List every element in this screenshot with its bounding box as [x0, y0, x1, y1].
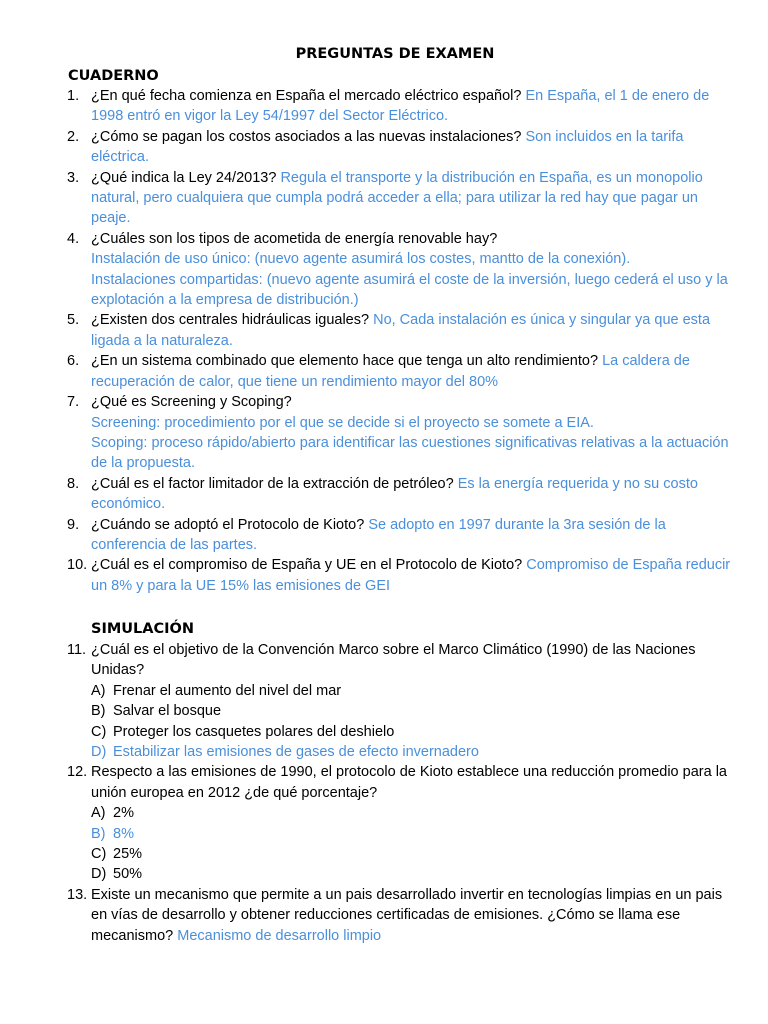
answer-text: En España, el 1 de enero de 1998 entró en vigor la Ley 54/1997 del Sector Eléctrico.: [91, 88, 710, 125]
answer-text: Se adopto en 1997 durante la 3ra sesión de la conferencia de las partes.: [91, 516, 666, 553]
question-text: Existe un mecanismo que permite a un pais desarrollado invertir en tecnologías limpias en un pais en vías de desarrollo y obtener reducciones certificadas de emisiones. ¿Cómo se llama ese mecanismo?: [91, 886, 723, 944]
answer-line: Screening: procedimiento por el que se decide si el proyecto se somete a EIA.: [91, 414, 594, 431]
question-text: ¿Cuáles son los tipos de acometida de energía renovable hay?: [91, 230, 498, 247]
option-letter: C): [91, 723, 107, 740]
answer-line: Scoping: proceso rápido/abierto para identificar las cuestiones significativas relativas a la actuación de la propuesta.: [91, 434, 729, 472]
answer-text: Es la energía requerida y no su costo económico.: [91, 475, 698, 513]
question-9: [0, 515, 768, 556]
option-list: [91, 803, 768, 885]
section-heading-cuaderno: CUADERNO: [68, 68, 159, 84]
option-text: Proteger los casquetes polares del deshielo: [113, 723, 395, 740]
question-number: 8.: [67, 475, 80, 492]
question-10: [0, 555, 768, 596]
question-number: 10.: [67, 557, 88, 574]
question-number: 4.: [67, 230, 80, 247]
question-text: ¿Cuál es el compromiso de España y UE en el Protocolo de Kioto?: [91, 557, 527, 574]
option-b-correct: [91, 824, 768, 844]
option-list: [91, 681, 768, 763]
answer-text: Son incluidos en la tarifa eléctrica.: [91, 128, 684, 166]
option-text: Salvar el bosque: [113, 703, 222, 720]
question-number: 1.: [67, 88, 80, 104]
option-c: [91, 722, 768, 742]
option-text: 8%: [113, 825, 134, 842]
option-letter: B): [91, 703, 106, 720]
option-text: 25%: [113, 846, 143, 863]
question-12: [0, 762, 768, 884]
question-2: [0, 127, 768, 168]
question-number: 6.: [67, 353, 80, 370]
question-7: [0, 392, 768, 474]
question-text: Respecto a las emisiones de 1990, el protocolo de Kioto establece una reducción promedio para la unión europea en 2012 ¿de qué porcentaje?: [91, 764, 727, 801]
question-number: 12.: [67, 764, 88, 781]
option-d: [91, 864, 768, 884]
answer-text: La caldera de recuperación de calor, que tiene un rendimiento mayor del 80%: [91, 353, 690, 390]
question-text: ¿Qué indica la Ley 24/2013?: [91, 169, 281, 186]
answer-line: Instalaciones compartidas: (nuevo agente asumirá el coste de la inversión, luego cederá el uso y la explotación a la empresa de distribución.): [91, 271, 728, 309]
question-1: [0, 86, 768, 127]
option-text: Estabilizar las emisiones de gases de efecto invernadero: [113, 744, 479, 761]
document-title: PREGUNTAS DE EXAMEN: [295, 46, 495, 62]
question-text: ¿Existen dos centrales hidráulicas iguales?: [91, 312, 374, 329]
section-heading-simulacion: SIMULACIÓN: [91, 621, 195, 637]
question-5: [0, 310, 768, 351]
question-13: [0, 885, 768, 946]
answer-text: Mecanismo de desarrollo limpio: [177, 927, 382, 944]
question-list-cuaderno: [0, 86, 768, 596]
answer-text: Regula el transporte y la distribución en España, es un monopolio natural, pero cualquiera que cumpla podrá acceder a ella; para utilizar la red hay que pagar un peaje.: [91, 169, 703, 227]
question-list-simulacion: [0, 640, 768, 946]
question-8: [0, 474, 768, 515]
option-letter: A): [91, 805, 106, 822]
question-text: ¿Cuándo se adoptó el Protocolo de Kioto?: [91, 516, 369, 533]
option-letter: C): [91, 846, 107, 863]
question-text: ¿En qué fecha comienza en España el mercado eléctrico español?: [91, 88, 526, 104]
question-text: ¿Cómo se pagan los costos asociados a las nuevas instalaciones?: [91, 128, 526, 145]
question-number: 13.: [67, 886, 88, 903]
question-number: 7.: [67, 394, 80, 411]
question-4: [0, 229, 768, 311]
question-text: ¿Cuál es el objetivo de la Convención Marco sobre el Marco Climático (1990) de las Naciones Unidas?: [91, 642, 696, 679]
question-text: ¿Cuál es el factor limitador de la extracción de petróleo?: [91, 475, 458, 492]
option-letter: B): [91, 825, 106, 842]
option-letter: D): [91, 866, 107, 883]
answer-line: Instalación de uso único: (nuevo agente asumirá los costes, mantto de la conexión).: [91, 251, 631, 268]
question-number: 5.: [67, 312, 80, 329]
question-11: [0, 640, 768, 762]
option-text: Frenar el aumento del nivel del mar: [113, 682, 342, 699]
question-text: ¿En un sistema combinado que elemento hace que tenga un alto rendimiento?: [91, 353, 603, 370]
option-letter: A): [91, 682, 106, 699]
question-6: [0, 351, 768, 392]
question-number: 11.: [67, 642, 87, 658]
option-a: [91, 681, 768, 701]
option-text: 50%: [113, 866, 143, 883]
option-b: [91, 701, 768, 721]
option-a: [91, 803, 768, 823]
question-number: 2.: [67, 128, 80, 145]
option-text: 2%: [113, 805, 134, 822]
question-3: [0, 168, 768, 229]
option-c: [91, 844, 768, 864]
question-number: 3.: [67, 169, 80, 186]
answer-text: No, Cada instalación es única y singular ya que esta ligada a la naturaleza.: [91, 312, 711, 349]
question-text: ¿Qué es Screening y Scoping?: [91, 394, 292, 411]
question-number: 9.: [67, 516, 80, 533]
answer-text: Compromiso de España reducir un 8% y para la UE 15% las emisiones de GEI: [91, 557, 731, 594]
option-letter: D): [91, 744, 107, 761]
option-d-correct: [91, 742, 768, 762]
